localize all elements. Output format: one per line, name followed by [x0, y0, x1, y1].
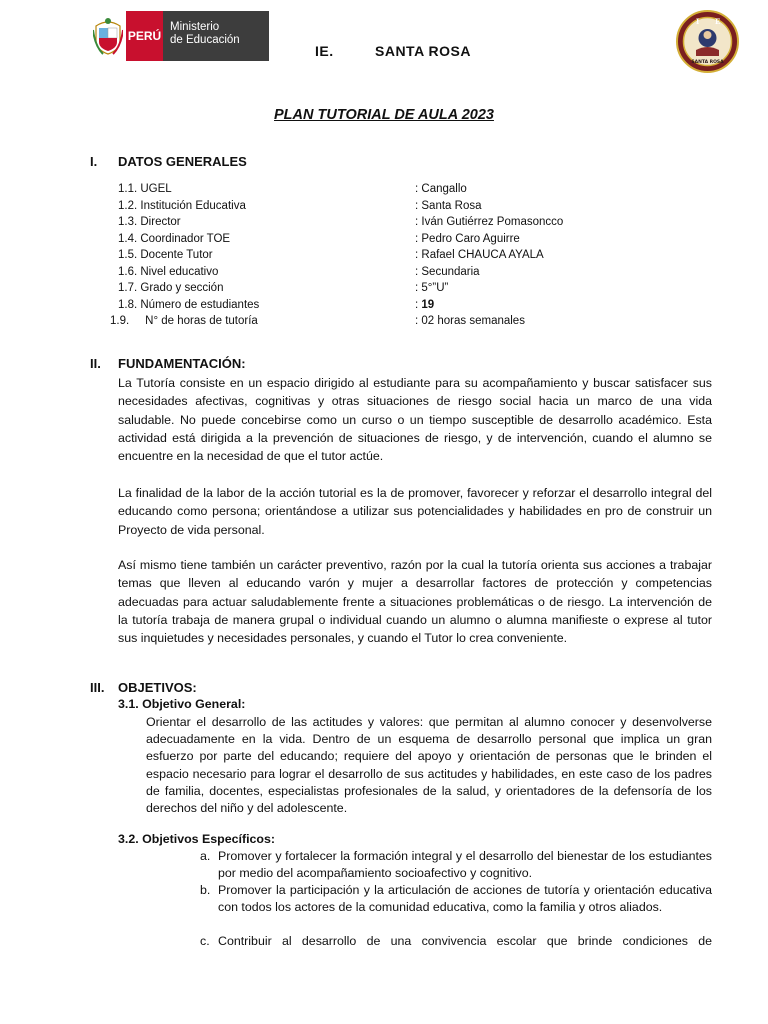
list-letter: a. — [200, 849, 211, 863]
row-label: 1.5. Docente Tutor — [118, 249, 213, 261]
list-item — [0, 848, 768, 884]
section3-number: III. — [90, 680, 105, 695]
data-row — [0, 297, 768, 314]
list-text: Promover la participación y la articulación de acciones de tutoría y orientación educativa con todos los actores de la comunidad educativa, como la familia y otros aliados. — [218, 883, 712, 914]
row-label: 1.3. Director — [118, 216, 181, 228]
row-value: : Secundaria — [415, 265, 480, 278]
paragraph: La Tutoría consiste en un espacio dirigido al estudiante para su acompañamiento y buscar satisfacer sus necesidades afectivas, cognitivas y otras situaciones de riesgo social hacia un marco de una vida saludable. No puede concebirse como un curso o un tiempo susceptible de desarrollo académico. Esta actividad está dirigida a la prevención de situaciones de riesgo, y de intervención, cuando el alumno se encuentre en la necesidad de que el tutor actúe. — [118, 376, 712, 464]
section2-number: II. — [90, 356, 101, 371]
svg-text:I: I — [696, 17, 700, 26]
seal-text: SANTA ROSA — [691, 60, 724, 65]
data-row — [0, 214, 768, 231]
minedu-logo — [90, 11, 269, 61]
row-label: 1.7. Grado y sección — [118, 282, 224, 294]
row-label: 1.9. N° de horas de tutoría — [110, 315, 258, 327]
general-objective-text: Orientar el desarrollo de las actitudes y valores: que permitan al alumno conocer y desenvolverse adecuadamente en la vida. Dentro de un esquema de desarrollo personal que implica un gran esfuerzo por parte del educando; requiere del apoyo y orientación de personas que le brinden el espacio necesario para lograr el desarrollo de sus actitudes y habilidades, en este caso de los padres de familia, docentes, especialistas profesionales de la salud, y orientadores de la defensoría de los derechos del niño y del adolescente. — [146, 715, 712, 816]
data-row — [0, 264, 768, 281]
student-count: 19 — [421, 298, 435, 311]
row-label: 1.4. Coordinador TOE — [118, 232, 231, 245]
list-item — [0, 882, 768, 934]
row-value: : Pedro Caro Aguirre — [415, 232, 520, 245]
row-value: : 5°”U” — [415, 282, 449, 294]
section1-number: I. — [90, 154, 98, 169]
list-letter: c. — [200, 934, 210, 948]
list-item — [0, 933, 768, 951]
row-label: 1.2. Institución Educativa — [118, 199, 246, 212]
school-prefix: IE. — [315, 43, 334, 59]
row-value — [415, 297, 434, 314]
logo-ministry-line2: de Educación — [170, 34, 240, 46]
paragraph: La finalidad de la labor de la acción tutorial es la de promover, favorecer y reforzar el desarrollo integral del educando como persona; orientándose a utilizar sus potencialidades y habilidades en pro de construir un Proyecto de vida personal. — [118, 486, 712, 537]
list-letter: b. — [200, 883, 211, 897]
paragraph: Así mismo tiene también un carácter preventivo, razón por la cual la tutoría orienta sus acciones a trabajar temas que lleven al educando varón y mujer a desarrollar factores de protección y competencias adecuadas para actuar saludablemente frente a situaciones problemáticas o de riesgo. La intervención de la tutoría trabaja de manera grupal o individual cuando un alumno o alumna manifieste o exprese al tutor sus inquietudes y necesidades personales, y cuando el Tutor lo crea conveniente. — [118, 558, 712, 646]
data-row — [0, 198, 768, 215]
row-value: : Rafael CHAUCA AYALA — [415, 249, 544, 261]
data-row — [0, 313, 768, 330]
section2-title: FUNDAMENTACIÓN: — [118, 356, 246, 371]
data-row — [0, 231, 768, 248]
general-objective-title: 3.1. Objetivo General: — [118, 697, 246, 711]
school-name: SANTA ROSA — [375, 43, 471, 59]
school-seal-icon — [676, 10, 739, 73]
section3-title: OBJETIVOS: — [118, 680, 197, 695]
row-label: 1.6. Nivel educativo — [118, 265, 219, 278]
row-value: : Cangallo — [415, 183, 467, 195]
section1-title: DATOS GENERALES — [118, 154, 247, 169]
svg-text:E: E — [715, 17, 721, 26]
document-title: PLAN TUTORIAL DE AULA 2023 — [274, 107, 494, 123]
data-row — [0, 280, 768, 297]
data-row — [0, 247, 768, 264]
coat-of-arms-icon — [90, 11, 126, 61]
list-text: Promover y fortalecer la formación integral y el desarrollo del bienestar de los estudiantes por medio del acompañamiento socioafectivo y cognitivo. — [218, 849, 712, 880]
logo-ministry — [163, 11, 269, 61]
logo-ministry-line1: Ministerio — [170, 21, 220, 33]
logo-country: PERÚ — [126, 11, 163, 61]
row-value: : 02 horas semanales — [415, 315, 525, 327]
data-row — [0, 181, 768, 198]
row-value: : Santa Rosa — [415, 199, 482, 212]
list-text: Contribuir al desarrollo de una convivencia escolar que brinde condiciones de — [218, 934, 712, 948]
row-label: 1.8. Número de estudiantes — [118, 298, 260, 311]
row-value: : Iván Gutiérrez Pomasoncco — [415, 216, 564, 228]
specific-objectives-title: 3.2. Objetivos Específicos: — [118, 832, 276, 846]
row-value-prefix: : — [415, 298, 422, 311]
row-label: 1.1. UGEL — [118, 183, 172, 195]
